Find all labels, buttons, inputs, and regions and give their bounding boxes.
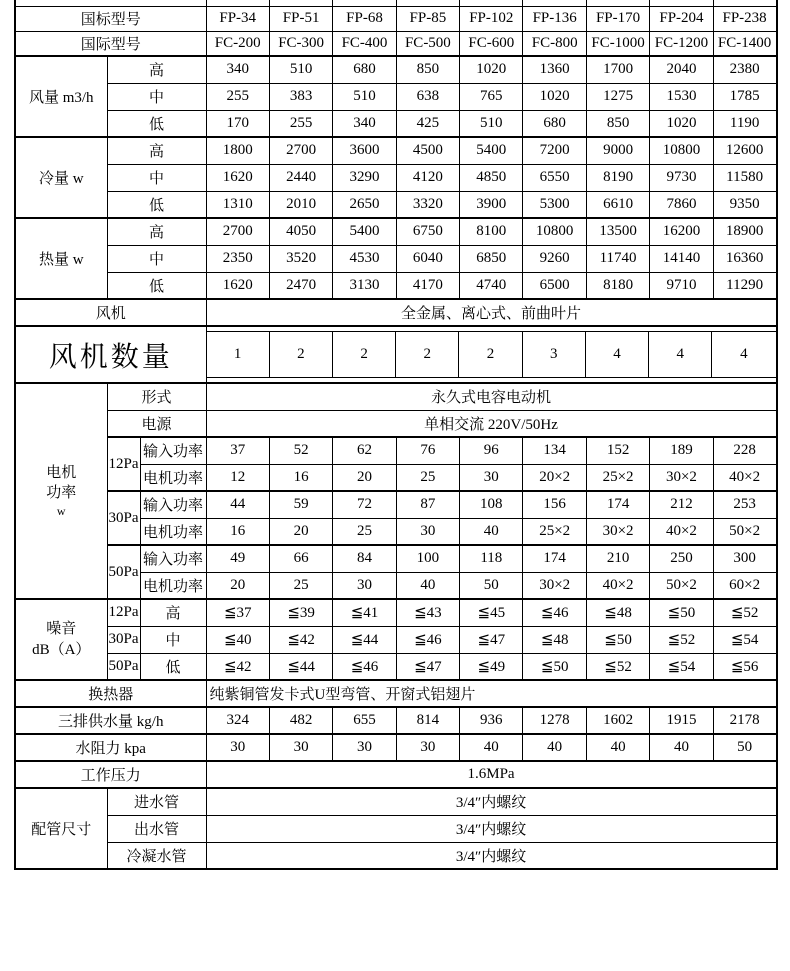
value-cell: 1278 — [523, 707, 586, 734]
row-motor-power-source — [15, 410, 777, 437]
value-cell: 25 — [269, 572, 332, 599]
value-cell: ≦47 — [396, 653, 459, 680]
value-cell: 134 — [523, 437, 586, 464]
value-cell: 850 — [586, 110, 649, 137]
value-cell: 8190 — [586, 164, 649, 191]
value-cell: FP-204 — [650, 6, 713, 31]
value-cell: ≦46 — [396, 626, 459, 653]
working-pressure-value: 1.6MPa — [206, 761, 777, 788]
value-cell: ≦52 — [650, 626, 713, 653]
value-cell: FC-400 — [333, 31, 396, 56]
row-intl-model — [15, 31, 777, 56]
value-cell: FC-1000 — [586, 31, 649, 56]
value-cell: 40 — [460, 518, 523, 545]
value-cell: 25 — [396, 464, 459, 491]
motor-type-label: 形式 — [107, 383, 206, 410]
value-cell: FP-170 — [586, 6, 649, 31]
value-cell: 9350 — [713, 191, 776, 218]
value-cell: ≦56 — [713, 653, 776, 680]
value-cell: 1785 — [713, 83, 776, 110]
value-cell: 10800 — [650, 137, 713, 164]
value-cell: 174 — [523, 545, 586, 572]
value-cell: 324 — [206, 707, 269, 734]
value-cell: 253 — [713, 491, 776, 518]
value-cell: 1020 — [460, 56, 523, 83]
motor-label-unit: w — [56, 504, 66, 519]
value-cell: 228 — [713, 437, 776, 464]
value-cell: ≦43 — [396, 599, 459, 626]
heating-label: 热量 w — [15, 218, 107, 299]
value-cell: 6040 — [396, 245, 459, 272]
value-cell: 10800 — [523, 218, 586, 245]
value-cell: 30 — [333, 734, 396, 761]
row-noise-12pa — [15, 599, 777, 626]
row-cooling-mid — [15, 164, 777, 191]
value-cell: 11740 — [586, 245, 649, 272]
value-cell: 1700 — [586, 56, 649, 83]
value-cell: FC-300 — [269, 31, 332, 56]
fan-label: 风机 — [15, 299, 206, 326]
motor-row-label: 电机功率 — [140, 572, 206, 599]
motor-type-value: 永久式电容电动机 — [206, 383, 777, 410]
value-cell: 680 — [523, 110, 586, 137]
intl-model-label: 国际型号 — [15, 31, 206, 56]
value-cell: 20 — [333, 464, 396, 491]
value-cell: 30×2 — [586, 518, 649, 545]
level-label: 中 — [107, 83, 206, 110]
value-cell: 16360 — [713, 245, 776, 272]
value-cell: ≦42 — [206, 653, 269, 680]
value-cell: 40 — [460, 734, 523, 761]
power-source-label: 电源 — [107, 410, 206, 437]
row-motor-type — [15, 383, 777, 410]
value-cell: 20 — [206, 572, 269, 599]
value-cell: 30×2 — [650, 464, 713, 491]
pressure-label: 30Pa — [107, 626, 140, 653]
row-heat-exchanger — [15, 680, 777, 707]
level-label: 高 — [107, 218, 206, 245]
value-cell: 1620 — [206, 164, 269, 191]
row-noise-30pa — [15, 626, 777, 653]
value-cell: 383 — [269, 83, 332, 110]
spec-table — [14, 0, 778, 870]
row-water-supply — [15, 707, 777, 734]
value-cell: ≦48 — [586, 599, 649, 626]
value-cell: FC-1200 — [650, 31, 713, 56]
value-cell: 4170 — [396, 272, 459, 299]
row-piping-condensate — [15, 842, 777, 869]
value-cell: 210 — [586, 545, 649, 572]
value-cell: 50 — [713, 734, 776, 761]
value-cell: 30 — [396, 734, 459, 761]
value-cell: ≦46 — [333, 653, 396, 680]
value-cell: FC-800 — [523, 31, 586, 56]
value-cell: 9730 — [650, 164, 713, 191]
value-cell: 40×2 — [713, 464, 776, 491]
value-cell: 8100 — [460, 218, 523, 245]
level-label: 中 — [107, 245, 206, 272]
fan-count-value: 4 — [740, 346, 748, 362]
value-cell: ≦44 — [269, 653, 332, 680]
value-cell: 6610 — [586, 191, 649, 218]
level-label: 低 — [107, 191, 206, 218]
value-cell: 255 — [206, 83, 269, 110]
heat-exchanger-label: 换热器 — [15, 680, 206, 707]
value-cell: 20 — [269, 518, 332, 545]
row-heating-mid — [15, 245, 777, 272]
piping-row-value: 3/4″内螺纹 — [206, 788, 777, 815]
working-pressure-label: 工作压力 — [15, 761, 206, 788]
value-cell: 510 — [333, 83, 396, 110]
value-cell: 52 — [269, 437, 332, 464]
value-cell: 40 — [650, 734, 713, 761]
value-cell: 2700 — [206, 218, 269, 245]
row-airflow-mid — [15, 83, 777, 110]
row-piping-inlet — [15, 788, 777, 815]
row-motor-12pa-input — [15, 437, 777, 464]
pressure-label: 12Pa — [107, 437, 140, 491]
motor-row-label: 输入功率 — [140, 545, 206, 572]
fan-count-cells — [206, 326, 777, 383]
value-cell: 2040 — [650, 56, 713, 83]
fan-count-label: 风机数量 — [15, 326, 206, 383]
value-cell: 4050 — [269, 218, 332, 245]
value-cell: 3900 — [460, 191, 523, 218]
level-label: 低 — [107, 110, 206, 137]
value-cell: FC-600 — [460, 31, 523, 56]
value-cell: 5300 — [523, 191, 586, 218]
value-cell: 850 — [396, 56, 459, 83]
value-cell: 814 — [396, 707, 459, 734]
value-cell: 13500 — [586, 218, 649, 245]
fan-count-value: 4 — [586, 332, 649, 377]
piping-row-label: 出水管 — [107, 815, 206, 842]
noise-label-line: dB（A） — [32, 641, 91, 658]
value-cell: 37 — [206, 437, 269, 464]
value-cell: ≦50 — [586, 626, 649, 653]
value-cell: 5400 — [333, 218, 396, 245]
value-cell: 189 — [650, 437, 713, 464]
value-cell: 72 — [333, 491, 396, 518]
value-cell: ≦37 — [206, 599, 269, 626]
value-cell: 1190 — [713, 110, 776, 137]
motor-row-label: 电机功率 — [140, 464, 206, 491]
value-cell: ≦44 — [333, 626, 396, 653]
value-cell: 5400 — [460, 137, 523, 164]
value-cell: 3320 — [396, 191, 459, 218]
value-cell: ≦50 — [650, 599, 713, 626]
water-resistance-label: 水阻力 kpa — [15, 734, 206, 761]
value-cell: 12 — [206, 464, 269, 491]
value-cell: 4120 — [396, 164, 459, 191]
cooling-label: 冷量 w — [15, 137, 107, 218]
value-cell: 1020 — [650, 110, 713, 137]
value-cell: 3290 — [333, 164, 396, 191]
value-cell: 1310 — [206, 191, 269, 218]
motor-label-line: 功率 — [46, 484, 77, 501]
value-cell: ≦41 — [333, 599, 396, 626]
value-cell: 765 — [460, 83, 523, 110]
value-cell: 156 — [523, 491, 586, 518]
gb-model-label: 国标型号 — [15, 6, 206, 31]
level-label: 高 — [140, 599, 206, 626]
row-gb-model — [15, 6, 777, 31]
row-heating-low — [15, 272, 777, 299]
value-cell: 255 — [269, 110, 332, 137]
value-cell: 96 — [460, 437, 523, 464]
motor-label-line: 电机 — [46, 464, 77, 481]
value-cell: 66 — [269, 545, 332, 572]
value-cell: 9260 — [523, 245, 586, 272]
value-cell: 59 — [269, 491, 332, 518]
row-noise-50pa — [15, 653, 777, 680]
value-cell: 1620 — [206, 272, 269, 299]
fan-value: 全金属、离心式、前曲叶片 — [206, 299, 777, 326]
value-cell: 118 — [460, 545, 523, 572]
value-cell: FP-238 — [713, 6, 776, 31]
value-cell: 49 — [206, 545, 269, 572]
value-cell: 482 — [269, 707, 332, 734]
piping-label: 配管尺寸 — [15, 788, 107, 869]
value-cell: 30 — [460, 464, 523, 491]
value-cell: 6500 — [523, 272, 586, 299]
pressure-label: 12Pa — [107, 599, 140, 626]
value-cell: 300 — [713, 545, 776, 572]
value-cell: ≦48 — [523, 626, 586, 653]
value-cell: 680 — [333, 56, 396, 83]
pressure-label: 50Pa — [107, 653, 140, 680]
value-cell: FP-85 — [396, 6, 459, 31]
value-cell: FP-136 — [523, 6, 586, 31]
value-cell: 4500 — [396, 137, 459, 164]
value-cell: 40 — [586, 734, 649, 761]
value-cell: 108 — [460, 491, 523, 518]
piping-row-label: 冷凝水管 — [107, 842, 206, 869]
value-cell: 2178 — [713, 707, 776, 734]
value-cell: FC-500 — [396, 31, 459, 56]
motor-row-label: 电机功率 — [140, 518, 206, 545]
motor-row-label: 输入功率 — [140, 437, 206, 464]
fan-count-value: 2 — [459, 332, 522, 377]
pressure-label: 50Pa — [107, 545, 140, 599]
value-cell: 2440 — [269, 164, 332, 191]
value-cell: ≦47 — [460, 626, 523, 653]
value-cell: 100 — [396, 545, 459, 572]
value-cell: 14140 — [650, 245, 713, 272]
value-cell: 30 — [333, 572, 396, 599]
value-cell: 1360 — [523, 56, 586, 83]
value-cell: 30 — [269, 734, 332, 761]
value-cell: 1800 — [206, 137, 269, 164]
value-cell: 7860 — [650, 191, 713, 218]
value-cell: 76 — [396, 437, 459, 464]
row-airflow-low — [15, 110, 777, 137]
value-cell: 2010 — [269, 191, 332, 218]
water-supply-label: 三排供水量 kg/h — [15, 707, 206, 734]
value-cell: 174 — [586, 491, 649, 518]
value-cell: 1275 — [586, 83, 649, 110]
noise-label — [15, 599, 107, 680]
fan-count-value: 2 — [396, 332, 459, 377]
value-cell: ≦45 — [460, 599, 523, 626]
value-cell: 3520 — [269, 245, 332, 272]
value-cell: 510 — [460, 110, 523, 137]
value-cell: 6750 — [396, 218, 459, 245]
value-cell: FP-51 — [269, 6, 332, 31]
pressure-label: 30Pa — [107, 491, 140, 545]
value-cell: 1530 — [650, 83, 713, 110]
value-cell: 6850 — [460, 245, 523, 272]
value-cell: 152 — [586, 437, 649, 464]
value-cell: ≦40 — [206, 626, 269, 653]
value-cell: ≦54 — [713, 626, 776, 653]
piping-row-value: 3/4″内螺纹 — [206, 842, 777, 869]
value-cell: 25×2 — [586, 464, 649, 491]
value-cell: ≦54 — [650, 653, 713, 680]
value-cell: FC-1400 — [713, 31, 776, 56]
value-cell: 50×2 — [713, 518, 776, 545]
value-cell: 60×2 — [713, 572, 776, 599]
fan-count-value: 4 — [649, 332, 712, 377]
level-label: 低 — [140, 653, 206, 680]
value-cell: ≦42 — [269, 626, 332, 653]
row-fan-count — [15, 326, 777, 383]
value-cell: 4850 — [460, 164, 523, 191]
level-label: 高 — [107, 56, 206, 83]
value-cell: 8180 — [586, 272, 649, 299]
value-cell: 2350 — [206, 245, 269, 272]
value-cell: 16 — [269, 464, 332, 491]
value-cell: 20×2 — [523, 464, 586, 491]
value-cell: 40×2 — [650, 518, 713, 545]
value-cell: 11580 — [713, 164, 776, 191]
value-cell: FP-102 — [460, 6, 523, 31]
value-cell: 2700 — [269, 137, 332, 164]
value-cell: FC-200 — [206, 31, 269, 56]
motor-row-label: 输入功率 — [140, 491, 206, 518]
value-cell: ≦50 — [523, 653, 586, 680]
value-cell: ≦49 — [460, 653, 523, 680]
value-cell: 62 — [333, 437, 396, 464]
value-cell: 7200 — [523, 137, 586, 164]
value-cell: 425 — [396, 110, 459, 137]
value-cell: 212 — [650, 491, 713, 518]
row-motor-30pa-input — [15, 491, 777, 518]
piping-row-value: 3/4″内螺纹 — [206, 815, 777, 842]
value-cell: 30 — [396, 518, 459, 545]
value-cell: 30×2 — [523, 572, 586, 599]
fan-count-value: 2 — [270, 332, 333, 377]
row-piping-outlet — [15, 815, 777, 842]
row-airflow-high — [15, 56, 777, 83]
value-cell: 12600 — [713, 137, 776, 164]
value-cell: ≦52 — [586, 653, 649, 680]
value-cell: 16 — [206, 518, 269, 545]
value-cell: 40 — [523, 734, 586, 761]
fan-count-strip — [207, 331, 776, 378]
heat-exchanger-value: 纯紫铜管发卡式U型弯管、开窗式铝翅片 — [206, 680, 777, 707]
power-source-value: 单相交流 220V/50Hz — [206, 410, 777, 437]
value-cell: 1020 — [523, 83, 586, 110]
row-heating-high — [15, 218, 777, 245]
airflow-label: 风量 m3/h — [15, 56, 107, 137]
value-cell: ≦46 — [523, 599, 586, 626]
value-cell: 2650 — [333, 191, 396, 218]
value-cell: 50×2 — [650, 572, 713, 599]
level-label: 低 — [107, 272, 206, 299]
value-cell: 510 — [269, 56, 332, 83]
value-cell: 340 — [206, 56, 269, 83]
value-cell: 40 — [396, 572, 459, 599]
value-cell: 1602 — [586, 707, 649, 734]
row-working-pressure — [15, 761, 777, 788]
value-cell: 44 — [206, 491, 269, 518]
value-cell: 655 — [333, 707, 396, 734]
level-label: 中 — [107, 164, 206, 191]
value-cell: 16200 — [650, 218, 713, 245]
fan-count-value: 3 — [523, 332, 586, 377]
value-cell: 3600 — [333, 137, 396, 164]
value-cell: 87 — [396, 491, 459, 518]
value-cell: 4530 — [333, 245, 396, 272]
value-cell: FP-68 — [333, 6, 396, 31]
fan-count-value: 2 — [333, 332, 396, 377]
value-cell: ≦52 — [713, 599, 776, 626]
value-cell: FP-34 — [206, 6, 269, 31]
motor-label — [15, 383, 107, 599]
value-cell: 25 — [333, 518, 396, 545]
value-cell: 2470 — [269, 272, 332, 299]
value-cell: 1915 — [650, 707, 713, 734]
value-cell: 638 — [396, 83, 459, 110]
value-cell: 84 — [333, 545, 396, 572]
value-cell: 11290 — [713, 272, 776, 299]
value-cell: 40×2 — [586, 572, 649, 599]
value-cell: 18900 — [713, 218, 776, 245]
row-cooling-high — [15, 137, 777, 164]
value-cell: 6550 — [523, 164, 586, 191]
level-label: 高 — [107, 137, 206, 164]
value-cell: 30 — [206, 734, 269, 761]
noise-label-line: 噪音 — [46, 621, 77, 638]
level-label: 中 — [140, 626, 206, 653]
value-cell: 3130 — [333, 272, 396, 299]
value-cell: ≦39 — [269, 599, 332, 626]
value-cell: 9000 — [586, 137, 649, 164]
fan-count-value: 1 — [207, 332, 270, 377]
value-cell: 250 — [650, 545, 713, 572]
value-cell: 4740 — [460, 272, 523, 299]
value-cell: 936 — [460, 707, 523, 734]
row-cooling-low — [15, 191, 777, 218]
value-cell: 2380 — [713, 56, 776, 83]
value-cell: 9710 — [650, 272, 713, 299]
piping-row-label: 进水管 — [107, 788, 206, 815]
value-cell: 25×2 — [523, 518, 586, 545]
value-cell: 170 — [206, 110, 269, 137]
row-motor-50pa-input — [15, 545, 777, 572]
row-water-resistance — [15, 734, 777, 761]
row-fan — [15, 299, 777, 326]
value-cell: 50 — [460, 572, 523, 599]
value-cell: 340 — [333, 110, 396, 137]
